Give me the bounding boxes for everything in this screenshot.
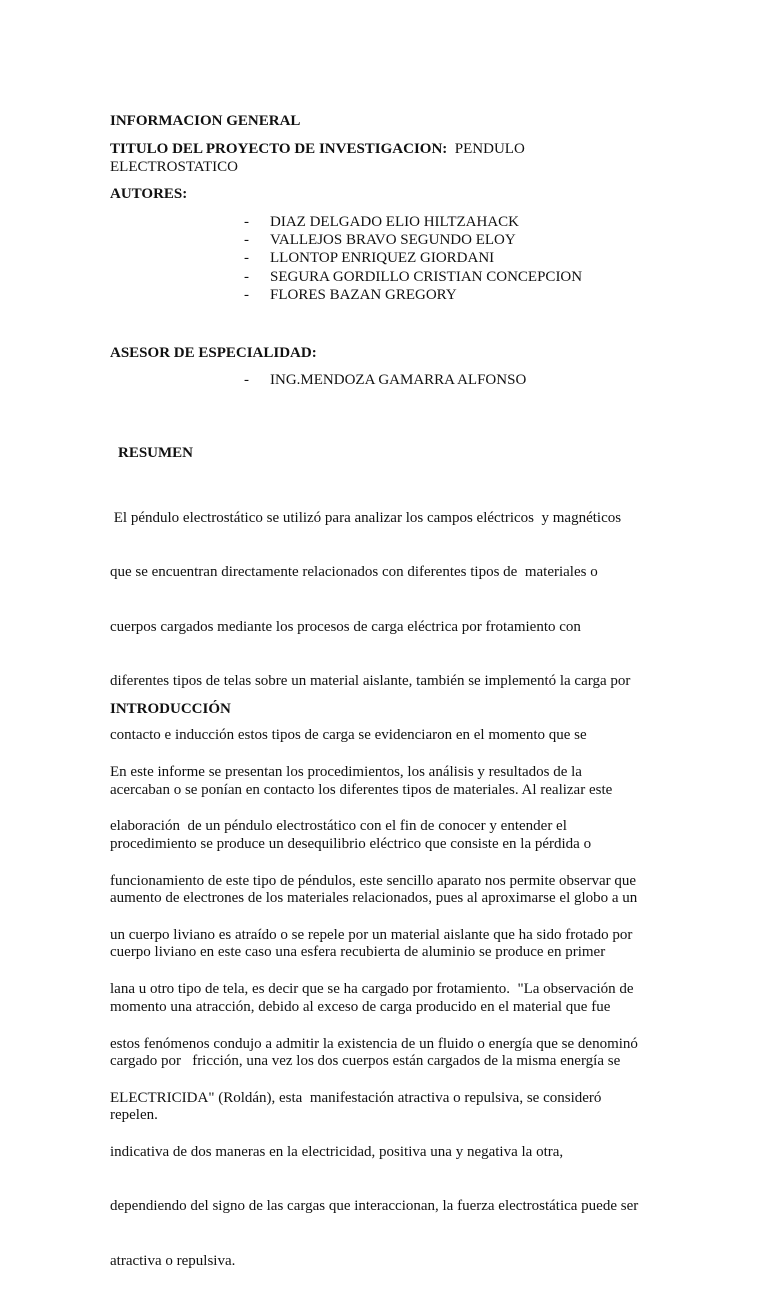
paragraph-line: cuerpo liviano en este caso una esfera recubierta de aluminio se produce en primer (110, 944, 606, 961)
paragraph-line: acercaban o se ponían en contacto los diferentes tipos de materiales. Al realizar este (110, 781, 613, 798)
resumen-heading: RESUMEN (118, 445, 194, 461)
paragraph-line: cuerpos cargados mediante los procesos de carga eléctrica por frotamiento con (110, 618, 581, 635)
paragraph-line: indicativa de dos maneras en la electricidad, positiva una y negativa la otra, (110, 1144, 564, 1161)
general-info-heading: INFORMACION GENERAL (110, 113, 301, 129)
authors-heading: AUTORES: (110, 186, 188, 202)
paragraph-line: aumento de electrones de los materiales relacionados, pues al aproximarse el globo a un (110, 890, 638, 907)
paragraph-line: un cuerpo liviano es atraído o se repele por un material aislante que ha sido frotado por (110, 927, 633, 944)
list-bullet: - (244, 372, 249, 388)
list-bullet: - (244, 232, 249, 248)
paragraph-line: momento una atracción, debido al exceso de carga producido en el material que fue (110, 998, 611, 1015)
paragraph-line: diferentes tipos de telas sobre un material aislante, también se implementó la carga por (110, 673, 631, 690)
paragraph-line: atractiva o repulsiva. (110, 1252, 236, 1269)
paragraph-line: estos fenómenos condujo a admitir la existencia de un fluido o energía que se denominó (110, 1035, 638, 1052)
list-bullet: - (244, 287, 249, 303)
paragraph-line: que se encuentran directamente relacionados con diferentes tipos de materiales o (110, 564, 598, 581)
advisor-name: ING.MENDOZA GAMARRA ALFONSO (270, 372, 527, 388)
paragraph-line: El péndulo electrostático se utilizó para analizar los campos eléctricos y magnéticos (110, 510, 622, 527)
project-title-value-continued: ELECTROSTATICO (110, 159, 238, 175)
paragraph-line: elaboración de un péndulo electrostático con el fin de conocer y entender el (110, 818, 567, 835)
paragraph-line: ELECTRICIDA" (Roldán), esta manifestación atractiva o repulsiva, se consideró (110, 1089, 602, 1106)
paragraph-line: repelen. (110, 1107, 158, 1124)
introduccion-paragraph (110, 727, 670, 1306)
paragraph-line: dependiendo del signo de las cargas que interaccionan, la fuerza electrostática puede ser (110, 1198, 639, 1215)
list-bullet: - (244, 214, 249, 230)
author-item: VALLEJOS BRAVO SEGUNDO ELOY (270, 232, 516, 248)
introduccion-heading: INTRODUCCIÓN (110, 701, 231, 717)
paragraph-line: cargado por fricción, una vez los dos cuerpos están cargados de la misma energía se (110, 1053, 621, 1069)
list-bullet: - (244, 250, 249, 266)
author-item: FLORES BAZAN GREGORY (270, 287, 457, 303)
project-title-line (110, 141, 525, 158)
paragraph-line: procedimiento se produce un desequilibrio eléctrico que consiste en la pérdida o (110, 835, 592, 852)
project-title-label: TITULO DEL PROYECTO DE INVESTIGACION: (110, 141, 448, 157)
paragraph-line: lana u otro tipo de tela, es decir que se ha cargado por frotamiento. "La observación de (110, 981, 634, 998)
author-item: DIAZ DELGADO ELIO HILTZAHACK (270, 214, 519, 230)
author-item: SEGURA GORDILLO CRISTIAN CONCEPCION (270, 269, 583, 285)
list-bullet: - (244, 269, 249, 285)
paragraph-line: En este informe se presentan los procedimientos, los análisis y resultados de la (110, 764, 582, 781)
advisor-heading: ASESOR DE ESPECIALIDAD: (110, 345, 317, 361)
paragraph-line: funcionamiento de este tipo de péndulos, este sencillo aparato nos permite observar que (110, 872, 637, 889)
paragraph-line: contacto e inducción estos tipos de carga se evidenciaron en el momento que se (110, 727, 587, 744)
author-item: LLONTOP ENRIQUEZ GIORDANI (270, 250, 495, 266)
project-title-value: PENDULO (454, 141, 525, 157)
